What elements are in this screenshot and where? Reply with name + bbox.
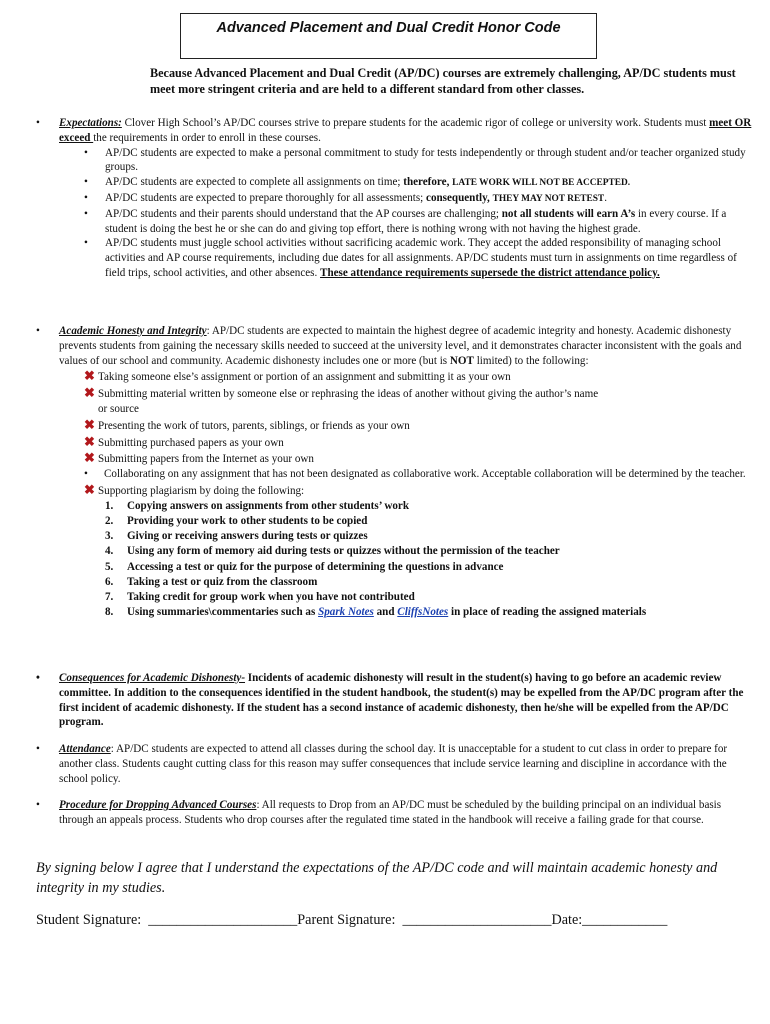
attendance-text: : AP/DC students are expected to attend all classes during the school day. It is unacceptable for a student to cut class in order to prepare for another class. Students caught cutting class for this reason may suffer consequences that include service learning and discipline in accordance with the school policy. [59, 743, 728, 785]
expectations-section [36, 116, 752, 281]
bullet: • [36, 117, 40, 129]
dropping-text: : All requests to Drop from an AP/DC must be scheduled by the building principal on an individual basis through an appeals process. Students who drop courses after the regulated time stated in the handbook will receive a failing grade for that course. [59, 799, 722, 826]
x-mark-icon: ✖ [84, 433, 95, 449]
numbered-item: 7. Taking credit for group work when you have not contributed [105, 590, 415, 603]
honesty-text: : AP/DC students are expected to maintain the highest degree of academic integrity and honesty. Academic dishonesty prevents students from gaining the necessary skills needed to succeed at the university level, and it demonstrates character inconsistent with the goals and values of our school and community. Academic dishonesty includes one or more (but is [59, 325, 742, 367]
dropping-section [36, 798, 752, 828]
numbered-item: 2. Providing your work to other students to be copied [105, 514, 368, 527]
expectations-list [59, 146, 752, 281]
list-item: ✖ Taking someone else’s assignment or portion of an assignment and submitting it as your own [84, 368, 511, 384]
bullet: • [36, 743, 40, 755]
expectations-heading: Expectations: [59, 117, 122, 129]
student-signature[interactable]: Student Signature: _____________________ [36, 912, 298, 928]
bullet: • [36, 672, 40, 684]
expectations-text-2: the requirements in order to enroll in these courses. [93, 131, 321, 144]
title-box [180, 13, 597, 59]
honesty-heading: Academic Honesty and Integrity [59, 325, 207, 337]
attendance-section [36, 742, 752, 786]
x-mark-icon: ✖ [84, 385, 95, 401]
consequences-text: Incidents of academic dishonesty will result in the student(s) having to go before an academic review committee. In addition to the consequences identified in the student handbook, the student(s) may be expelled from the AP/DC program after the first incident of academic dishonesty. If the student has a second instance of academic dishonesty, then he/she will be expelled from the AP/DC program. [59, 672, 744, 729]
numbered-item: 5. Accessing a test or quiz for the purpose of determining the questions in advance [105, 560, 504, 573]
list-item: ✖ Submitting papers from the Internet as your own [84, 450, 314, 466]
list-item: ✖ Supporting plagiarism by doing the following: [84, 481, 305, 497]
x-mark-icon: ✖ [84, 481, 95, 497]
consequences-section [36, 671, 752, 730]
intro-paragraph: Because Advanced Placement and Dual Credit (AP/DC) courses are extremely challenging, AP/DC students must meet more stringent criteria and are held to a different standard from other classes. [150, 66, 736, 96]
numbered-item: 8. Using summaries\commentaries such as Spark Notes and CliffsNotes in place of reading the assigned materials [105, 606, 647, 619]
dropping-heading: Procedure for Dropping Advanced Courses [59, 799, 257, 811]
spark-notes-link[interactable]: Spark Notes [318, 606, 374, 619]
cliffsnotes-link[interactable]: CliffsNotes [397, 606, 449, 619]
x-mark-icon: ✖ [84, 416, 95, 432]
numbered-item: 1. Copying answers on assignments from other students’ work [105, 499, 409, 512]
x-mark-icon: ✖ [84, 450, 95, 466]
honesty-section: • Academic Honesty and Integrity: AP/DC students are expected to maintain the highest degree of academic integrity and honesty. Academic dishonesty prevents students from gaining the necessary skills needed to succeed at the university level, and it demonstrates character inconsistent with the goals and values of our school and community. Academic dishonesty includes one or more (but is NOT limited) to the following: ✖ Taking someone else’s assignment or portion of an assignment and submitting it as your own ✖ Submitting material written by someone else or rephrasing the ideas of another without giving the author’s name or source ✖ Presenting the work of tutors, parents, siblings, or friends as your own ✖ Submitting purchased papers as your own ✖ Submitting papers from the Internet as your own • Collaborating on any assignment that has not been designated as collaborative work. Acceptable collaboration will be determined by the teacher. ✖ Supporting plagiarism by doing the following: 1. Copying answers on assignments from other students’ work 2. Providing your work to other students to be copied 3. Giving or receiving answers during tests or quizzes 4. Using any form of memory aid during tests or quizzes without the permission of the teacher 5. Accessing a test or quiz for the purpose of determining the questions in advance 6. Taking a test or quiz from the classroom 7. Taking credit for group work when you have not contributed 8. Using summaries\commentaries such as Spark Notes and CliffsNotes in place of reading the assigned materials [36, 324, 752, 620]
dishonesty-list [59, 370, 752, 498]
plagiarism-list [59, 499, 752, 621]
date-field[interactable]: Date:____________ [551, 912, 668, 928]
bullet: • [36, 799, 40, 811]
consequences-heading: Consequences for Academic Dishonesty- [59, 672, 246, 684]
list-item: • AP/DC students are expected to complete all assignments on time; therefore, LATE WORK WILL NOT BE ACCEPTED. [84, 176, 631, 189]
list-item: ✖ Submitting purchased papers as your own [84, 433, 284, 449]
list-item: ✖ Submitting material written by someone else or rephrasing the ideas of another without giving the author’s name or source [84, 385, 599, 415]
attendance-heading: Attendance [59, 743, 111, 755]
list-item: • AP/DC students must juggle school activities without sacrificing academic work. They accept the added responsibility of managing school activities and AP course requirements, including due dates for all assignments. AP/DC students must turn in assignments on time regardless of field trips, school activities, and other absences. These attendance requirements supersede the district attendance policy. [84, 237, 737, 279]
signature-line [36, 912, 736, 929]
expectations-emphasis: meet OR exceed [59, 117, 752, 144]
numbered-item: 4. Using any form of memory aid during tests or quizzes without the permission of the teacher [105, 545, 560, 558]
list-item: ✖ Presenting the work of tutors, parents, siblings, or friends as your own [84, 416, 410, 432]
numbered-item: 6. Taking a test or quiz from the classroom [105, 575, 318, 588]
x-mark-icon: ✖ [84, 368, 95, 384]
list-item: • AP/DC students are expected to prepare thoroughly for all assessments; consequently, THEY MAY NOT RETEST. [84, 191, 607, 204]
expectations-text: Clover High School’s AP/DC courses strive to prepare students for the academic rigor of college or university work. Students must [121, 117, 710, 129]
parent-signature[interactable]: Parent Signature: _____________________ [297, 912, 552, 928]
agreement-statement: By signing below I agree that I understand the expectations of the AP/DC code and will maintain academic honesty and integrity in my studies. [36, 860, 718, 896]
list-item: • AP/DC students are expected to make a personal commitment to study for tests independently or through student and/or teacher organized study groups. [84, 146, 746, 174]
list-item: • Collaborating on any assignment that has not been designated as collaborative work. Acceptable collaboration will be determined by the teacher. [84, 468, 746, 481]
bullet: • [36, 325, 40, 337]
document-title: Advanced Placement and Dual Credit Honor Code [216, 20, 561, 36]
list-item: • AP/DC students and their parents should understand that the AP courses are challenging; not all students will earn A’s in every course. If a student is doing the best he or she can do and giving top effort, there is nothing wrong with not having the highest grade. [84, 207, 727, 235]
numbered-item: 3. Giving or receiving answers during tests or quizzes [105, 530, 368, 543]
